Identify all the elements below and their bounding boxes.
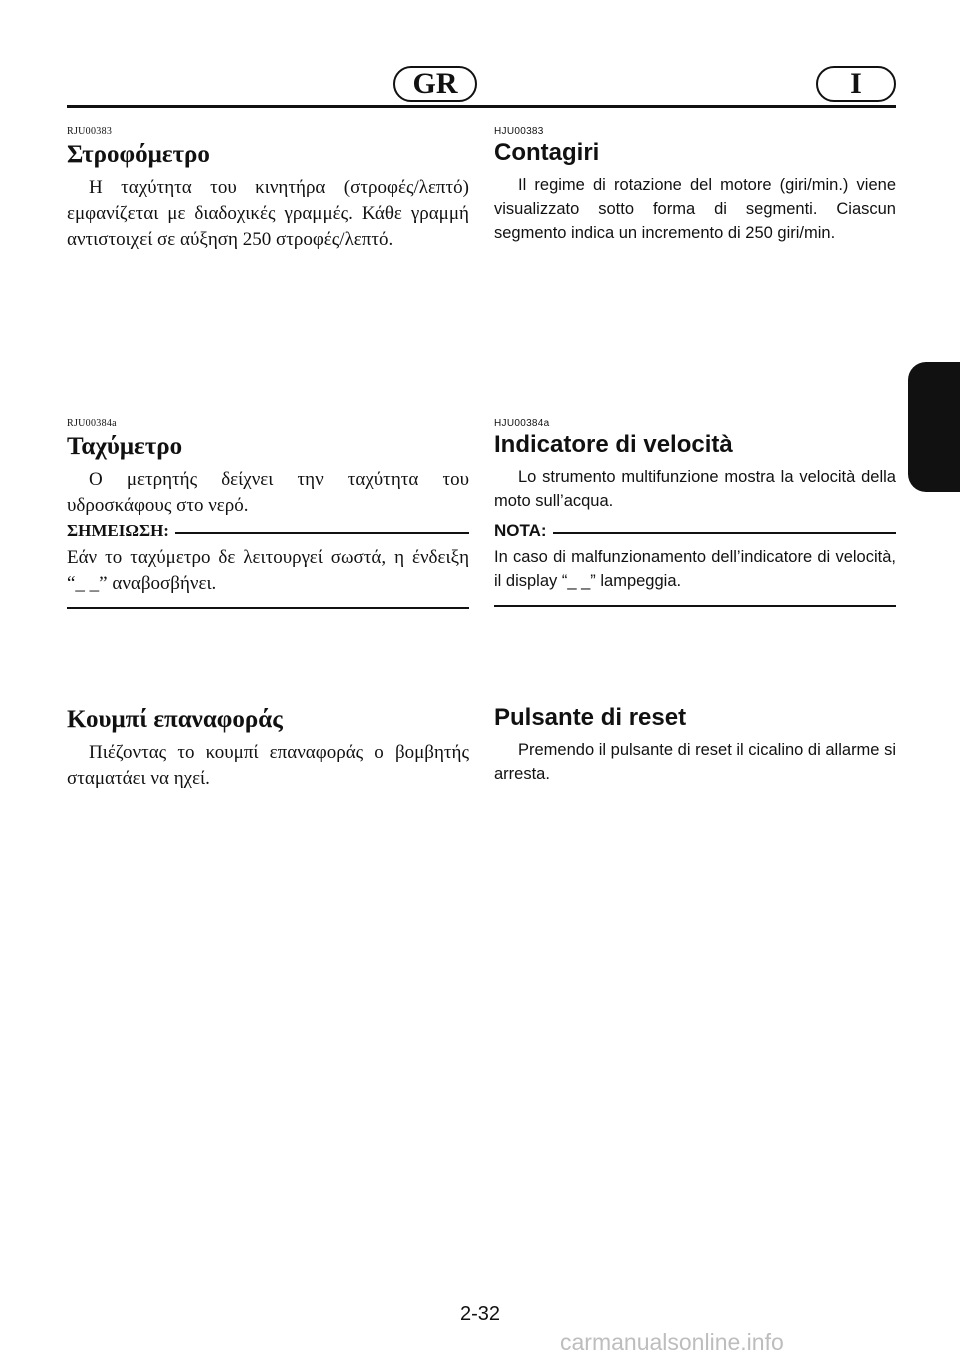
note-header bbox=[494, 521, 896, 541]
section-body: Il regime di rotazione del motore (giri/min.) viene visualizzato sotto forma di segmenti. Ciascun segmento indica un incremento di 250 giri/min. bbox=[494, 176, 896, 242]
section-body: Ο μετρητής δείχνει την ταχύτητα του υδροσκάφους στο νερό. bbox=[67, 469, 469, 516]
note-text: In caso di malfunzionamento dell’indicatore di velocità, il display “_ _” lampeggia. bbox=[494, 548, 896, 590]
watermark: carmanualsonline.info bbox=[560, 1329, 784, 1355]
note-label: NOTA: bbox=[494, 521, 547, 540]
note-text: Εάν το ταχύμετρο δε λειτουργεί σωστά, η ένδειξη “_ _” αναβοσβήνει. bbox=[67, 547, 469, 594]
section-speedometer-gr bbox=[67, 418, 469, 609]
note-end-rule bbox=[494, 605, 896, 607]
section-title: Indicatore di velocità bbox=[494, 431, 733, 458]
section-reset-it bbox=[494, 702, 896, 786]
note-header bbox=[67, 521, 469, 541]
section-tachometer-it bbox=[494, 126, 896, 245]
page-number: 2-32 bbox=[459, 1303, 501, 1325]
section-body: Η ταχύτητα του κινητήρα (στροφές/λεπτό) εμφανίζεται με διαδοχικές γραμμές. Κάθε γραμμή αντιστοιχεί σε αύξηση 250 στροφές/λεπτό. bbox=[67, 177, 469, 250]
language-badge-gr: GR bbox=[393, 66, 477, 102]
section-title: Στροφόμετρο bbox=[67, 141, 210, 168]
section-code: RJU00383 bbox=[67, 126, 113, 137]
section-title: Ταχύμετρο bbox=[67, 433, 183, 460]
section-body: Premendo il pulsante di reset il cicalino di allarme si arresta. bbox=[494, 741, 896, 783]
section-title: Pulsante di reset bbox=[494, 704, 687, 731]
header-rule bbox=[67, 105, 896, 108]
note-end-rule bbox=[67, 607, 469, 609]
note-rule bbox=[175, 532, 469, 534]
note-label: ΣΗΜΕΙΩΣΗ: bbox=[67, 521, 169, 540]
section-title: Κουμπί επαναφοράς bbox=[67, 706, 283, 733]
section-speedometer-it bbox=[494, 418, 896, 607]
section-title: Contagiri bbox=[494, 139, 600, 166]
section-tachometer-gr bbox=[67, 126, 469, 253]
section-code: RJU00384a bbox=[67, 418, 117, 429]
language-badge-i: I bbox=[816, 66, 896, 102]
section-body: Lo strumento multifunzione mostra la velocità della moto sull’acqua. bbox=[494, 468, 896, 510]
section-body: Πιέζοντας το κουμπί επαναφοράς ο βομβητής σταματάει να ηχεί. bbox=[67, 742, 469, 789]
section-code: HJU00384a bbox=[494, 418, 550, 429]
note-rule bbox=[553, 532, 896, 534]
chapter-tab bbox=[908, 362, 960, 492]
section-reset-gr bbox=[67, 702, 469, 792]
section-code: HJU00383 bbox=[494, 126, 544, 137]
